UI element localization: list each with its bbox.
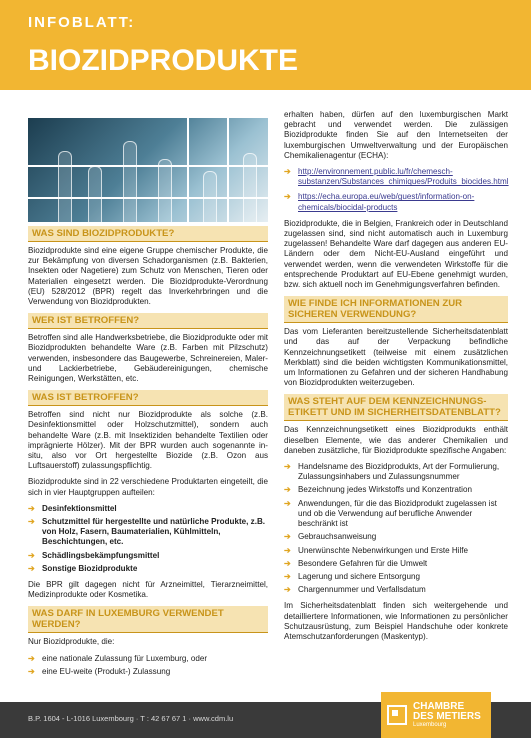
arrow-icon: ➔ bbox=[284, 571, 291, 581]
right-column bbox=[284, 110, 508, 648]
environment-link[interactable]: http://environnement.public.lu/fr/chemesch-substanzen/Substances_chimiques/Produits_biocides.html bbox=[298, 167, 509, 187]
list-item: ➔ Schutzmittel für hergestellte und natürliche Produkte, z.B. von Holz, Fasern, Baumaterialien, Kühlmitteln, Beschichtungen, etc. bbox=[28, 517, 266, 547]
logo-line: Luxembourg bbox=[413, 721, 447, 728]
echa-link[interactable]: https://echa.europa.eu/web/guest/information-on-chemicals/biocidal-products bbox=[298, 192, 475, 212]
arrow-icon: ➔ bbox=[284, 167, 291, 177]
list-item: ➔ Sonstige Biozidprodukte bbox=[28, 563, 138, 573]
document-title: BIOZIDPRODUKTE bbox=[28, 44, 298, 77]
arrow-icon: ➔ bbox=[28, 517, 35, 527]
arrow-icon: ➔ bbox=[284, 532, 291, 542]
paragraph: Betroffen sind nicht nur Biozidprodukte als solche (z.B. Desinfektionsmittel oder Holzschutzmittel), sondern auch behandelte Ware (z.B. mit Insektiziden behandelte Textilien oder imprägnierte Hölzer). Mit der BPR wurden auch sogenannte in-situ, also vor Ort hergestellte Biozide (z.B. Ozon aus Luftsauerstoff) zulassungspflichtig. bbox=[28, 410, 268, 471]
footer-address: B.P. 1604 - L-1016 Luxembourg · T : 42 67 67 1 · www.cdm.lu bbox=[28, 714, 234, 723]
label-elements-list bbox=[284, 462, 508, 595]
paragraph: Nur Biozidprodukte, die: bbox=[28, 637, 115, 647]
paragraph: Biozidprodukte sind in 22 verschiedene Produktarten eingeteilt, die sich in vier Hauptgruppen aufteilen: bbox=[28, 477, 268, 497]
list-item: ➔ Handelsname des Biozidprodukts, Art der Formulierung, Zulassungsinhabers und Zulassungsnummer bbox=[284, 462, 500, 482]
section-heading: WAS DARF IN LUXEMBURG VERWENDET WERDEN? bbox=[28, 606, 268, 633]
arrow-icon: ➔ bbox=[284, 462, 291, 472]
paragraph: Die BPR gilt dagegen nicht für Arzneimittel, Tierarzneimittel, Medizinprodukte oder Kosmetika. bbox=[28, 580, 268, 600]
left-column bbox=[28, 226, 268, 683]
list-item: ➔ Gebrauchsanweisung bbox=[284, 532, 377, 542]
list-item bbox=[284, 167, 508, 187]
arrow-icon: ➔ bbox=[28, 550, 35, 560]
logo-line: DES METIERS bbox=[413, 710, 481, 722]
section-heading: WAS IST BETROFFEN? bbox=[28, 390, 268, 406]
arrow-icon: ➔ bbox=[284, 192, 291, 202]
arrow-icon: ➔ bbox=[28, 503, 35, 513]
list-item: ➔ Chargennummer und Verfallsdatum bbox=[284, 585, 426, 595]
list-item: ➔ Bezeichnung jedes Wirkstoffs und Konzentration bbox=[284, 485, 472, 495]
list-item: ➔ Besondere Gefahren für die Umwelt bbox=[284, 558, 428, 568]
arrow-icon: ➔ bbox=[284, 585, 291, 595]
arrow-icon: ➔ bbox=[284, 498, 291, 508]
chambre-des-metiers-logo bbox=[381, 692, 491, 738]
arrow-icon: ➔ bbox=[28, 666, 35, 676]
list-item: ➔ Desinfektionsmittel bbox=[28, 503, 117, 513]
section-heading: WER IST BETROFFEN? bbox=[28, 313, 268, 329]
product-group-list bbox=[28, 504, 268, 574]
arrow-icon: ➔ bbox=[284, 545, 291, 555]
list-item: ➔ Anwendungen, für die das Biozidprodukt zugelassen ist und ob die Verwendung auf berufliche Anwender beschränkt ist bbox=[284, 498, 497, 529]
list-item: ➔ eine EU-weite (Produkt-) Zulassung bbox=[28, 666, 171, 676]
arrow-icon: ➔ bbox=[28, 653, 35, 663]
list-item: ➔ Unerwünschte Nebenwirkungen und Erste Hilfe bbox=[284, 545, 469, 555]
link-list bbox=[284, 167, 508, 213]
arrow-icon: ➔ bbox=[284, 558, 291, 568]
logo-line: CHAMBRE bbox=[413, 700, 465, 712]
paragraph: Betroffen sind alle Handwerksbetriebe, die Biozidprodukte oder mit Biozidprodukten behandelte Ware (z.B. Farben mit Pilzschutz) verwenden, insbesondere das Baugewerbe, Schreinereien, Maler- und Lackierbetriebe, Gebäudereinigungen, chemische Reinigungen, Werkstätten, etc. bbox=[28, 333, 268, 384]
laboratory-photo bbox=[28, 118, 268, 222]
list-item bbox=[284, 192, 508, 212]
list-item: ➔ Lagerung und sichere Entsorgung bbox=[284, 571, 420, 581]
paragraph: erhalten haben, dürfen auf den luxemburgischen Markt gebracht und verwendet werden. Die zulässigen Biozidprodukte finden Sie auf den Internetseiten der luxemburgischen Umweltverwaltung und der Europäischen Chemikalienagentur (ECHA): bbox=[284, 110, 508, 160]
header-banner bbox=[0, 0, 531, 90]
paragraph: Das Kennzeichnungsetikett eines Biozidprodukts enthält dieselben Elemente, wie das anderer Chemikalien und daneben zusätzliche, für Biozidprodukte spezifische Angaben: bbox=[284, 425, 508, 455]
approval-list bbox=[28, 654, 268, 677]
document-kicker: INFOBLATT: bbox=[28, 14, 136, 31]
paragraph: Im Sicherheitsdatenblatt finden sich weitergehende und detailliertere Informationen, wie Informationen zu persönlicher Schutzausrüstung, zum Beispiel Handschuhe oder konkrete Atemschutzanforderungen (Maskentyp). bbox=[284, 601, 508, 641]
section-heading: WAS SIND BIOZIDPRODUKTE? bbox=[28, 226, 268, 242]
paragraph: Biozidprodukte, die in Belgien, Frankreich oder in Deutschland zugelassen sind, sind nicht automatisch auch in Luxemburg zugelassen! Behandelte Ware darf dagegen aus anderen EU-Ländern oder dem Nicht-EU-Ausland eingeführt und verwendet werden, wenn die verwendeten Wirkstoffe für die entsprechende Produktart auf EU-Ebene genehmigt wurden, bzw. sich aktuell noch im Genehmigungsverfahren befinden. bbox=[284, 218, 508, 290]
paragraph: Biozidprodukte sind eine eigene Gruppe chemischer Produkte, die zur Bekämpfung von diversen Schadorganismen (z.B. Bakterien, Insekten oder Nagetiere) zum Schutz von Menschen, Tieren oder Materialien eingesetzt werden. Die Biozidprodukte-Verordnung (EU) 528/2012 (BPR) regelt das Inverkehrbringen und die Verwendung von Biozidprodukten. bbox=[28, 246, 268, 307]
arrow-icon: ➔ bbox=[28, 563, 35, 573]
paragraph: Das vom Lieferanten bereitzustellende Sicherheitsdatenblatt und das auf der Verpackung befindliche Kennzeichnungsetikett (teilweise mit einem zusätzlichen Merkblatt) sind die beiden wichtigsten Kommunikationsmittel, um Informationen zu Gefahren und der sicheren Handhabung von Biozidprodukten weiterzugeben. bbox=[284, 327, 508, 388]
list-item: ➔ Schädlingsbekämpfungsmittel bbox=[28, 550, 160, 560]
logo-mark-icon bbox=[387, 705, 407, 725]
list-item: ➔ eine nationale Zulassung für Luxemburg, oder bbox=[28, 653, 208, 663]
arrow-icon: ➔ bbox=[284, 485, 291, 495]
section-heading: WIE FINDE ICH INFORMATIONEN ZUR SICHEREN VERWENDUNG? bbox=[284, 296, 508, 323]
section-heading: WAS STEHT AUF DEM KENNZEICHNUNGS-ETIKETT UND IM SICHERHEITSDATENBLATT? bbox=[284, 394, 508, 421]
